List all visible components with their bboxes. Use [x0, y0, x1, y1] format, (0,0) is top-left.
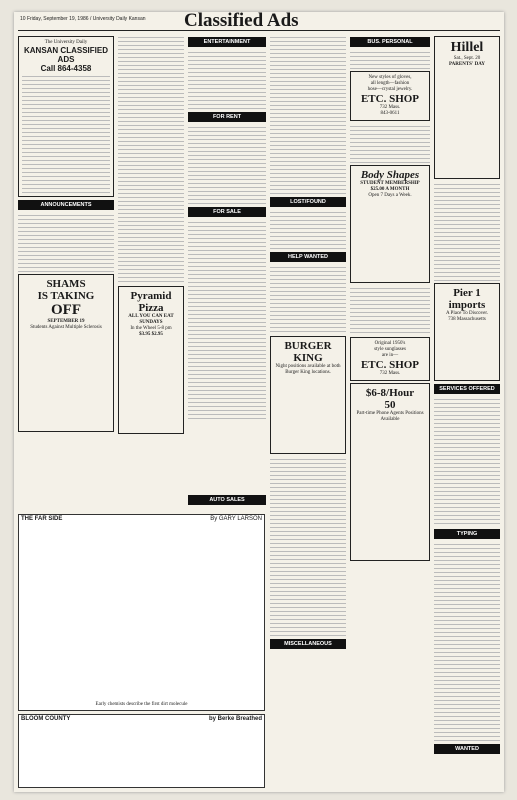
hillel-ad	[434, 36, 500, 179]
shams-ad	[18, 274, 114, 432]
pyramid-price: $3.95 $2.95	[139, 332, 163, 337]
sun-line3: are in—	[381, 353, 399, 358]
col5-text-a	[350, 123, 430, 163]
gloves-line3: hose—crystal jewelry.	[367, 87, 413, 92]
banner-rule	[18, 30, 500, 31]
bodyshapes-name: Body Shapes	[360, 169, 420, 181]
for-sale-text	[188, 219, 266, 419]
pyramid-line2: SUNDAYS	[139, 320, 163, 325]
section-help-wanted: HELP WANTED	[270, 252, 346, 262]
udk-phone: Call 864-4358	[40, 64, 92, 73]
pier1-tag: A Place To Discover.	[445, 311, 489, 316]
etc-gloves-ad	[350, 71, 430, 121]
section-for-rent: FOR RENT	[188, 112, 266, 122]
udk-line1: The University Daily	[44, 40, 88, 45]
burger-king-ad	[270, 336, 346, 454]
section-miscellaneous: MISCELLANEOUS	[270, 639, 346, 649]
column-5	[350, 34, 430, 788]
burger-body: Night positions available at both Burger King locations.	[275, 364, 341, 375]
sun-line1: Original 1950's	[374, 341, 406, 346]
phone-agents-ad	[350, 383, 430, 561]
section-bus-personal: BUS. PERSONAL	[350, 37, 430, 47]
sun-line2: style sunglasses	[374, 347, 406, 352]
bodyshapes-offer: STUDENT MEMBERSHIP $25.00 A MONTH	[360, 181, 420, 192]
newspaper-page	[14, 12, 504, 792]
gloves-phone: 843-0611	[380, 111, 400, 116]
jobs-line1: $6-8/Hour	[365, 387, 415, 399]
sun-store: ETC. SHOP	[360, 359, 420, 371]
page-banner: Classified Ads	[184, 12, 299, 31]
pier1-ad	[434, 283, 500, 381]
section-for-sale: FOR SALE	[188, 207, 266, 217]
gloves-addr: 732 Mass.	[379, 105, 401, 110]
section-lost-found: LOST/FOUND	[270, 197, 346, 207]
shams-name: SHAMS	[46, 278, 86, 290]
jobs-line3: Part-time Phone Agents Positions Available	[356, 411, 424, 422]
shams-line2: OFF	[51, 302, 81, 318]
farside-byline: By GARY LARSON	[210, 516, 262, 522]
column-3	[188, 34, 266, 492]
column-4	[270, 34, 346, 788]
body-shapes-ad	[350, 165, 430, 283]
pier1-name: Pier 1 imports	[448, 287, 486, 311]
hillel-event: PARENTS' DAY	[449, 62, 485, 67]
gloves-store: ETC. SHOP	[360, 93, 420, 105]
col4-top-text	[270, 34, 346, 194]
shams-line3: SEPTEMBER 19	[47, 319, 85, 324]
pyramid-ad	[118, 286, 184, 434]
section-typing: TYPING	[434, 529, 500, 539]
etc-sunglasses-ad	[350, 337, 430, 381]
shams-cta: Students Against Multiple Sclerosis	[30, 325, 102, 330]
udk-line2: KANSAN CLASSIFIED ADS	[23, 46, 108, 64]
help-wanted-text	[270, 264, 346, 334]
section-entertainment: ENTERTAINMENT	[188, 37, 266, 47]
column-6	[434, 34, 500, 788]
services-text	[434, 396, 500, 526]
section-auto-sales: AUTO SALES	[188, 495, 266, 505]
col2-text	[118, 34, 184, 284]
section-wanted: WANTED	[434, 744, 500, 754]
col5-text-b	[350, 285, 430, 335]
pier1-addr: 738 Massachusetts	[448, 317, 486, 322]
bloom-title: BLOOM COUNTY	[21, 716, 71, 722]
announcements-text	[18, 212, 114, 272]
gloves-line1: New styles of gloves,	[368, 75, 412, 80]
hillel-date: Sat., Sept. 20	[453, 56, 481, 61]
pyramid-name: Pyramid Pizza	[130, 290, 172, 314]
udk-rate-box	[18, 36, 114, 197]
farside-caption: Early chemists describe the first dirt molecule	[95, 702, 188, 707]
farside-title: THE FAR SIDE	[21, 516, 63, 522]
sun-addr: 732 Mass.	[379, 371, 401, 376]
burger-name: BURGER KING	[284, 340, 332, 364]
bloom-byline: by Berke Breathed	[208, 716, 262, 722]
page-folio: 10 Friday, September 19, 1986 / University Daily Kansan	[20, 16, 146, 22]
gloves-line2: all length—fashion	[370, 81, 410, 86]
section-services: SERVICES OFFERED	[434, 384, 500, 394]
bus-personal-text	[350, 49, 430, 69]
jobs-line2: 50	[384, 399, 396, 411]
col6-text-a	[434, 181, 500, 281]
bodyshapes-hours: Open 7 Days a Week.	[368, 193, 412, 198]
shams-line1: IS TAKING	[37, 290, 95, 302]
for-rent-text	[188, 124, 266, 204]
entertainment-text	[188, 49, 266, 109]
lost-found-text	[270, 209, 346, 249]
pyramid-line1: ALL YOU CAN EAT	[128, 314, 174, 319]
column-3-lower	[188, 492, 266, 788]
hillel-name: Hillel	[450, 40, 484, 55]
section-announcements: ANNOUNCEMENTS	[18, 200, 114, 210]
rate-table	[22, 73, 110, 193]
col4-mid-text	[270, 456, 346, 636]
typing-text	[434, 541, 500, 741]
pyramid-line3: In the Wheel 5-8 pm	[130, 326, 172, 331]
